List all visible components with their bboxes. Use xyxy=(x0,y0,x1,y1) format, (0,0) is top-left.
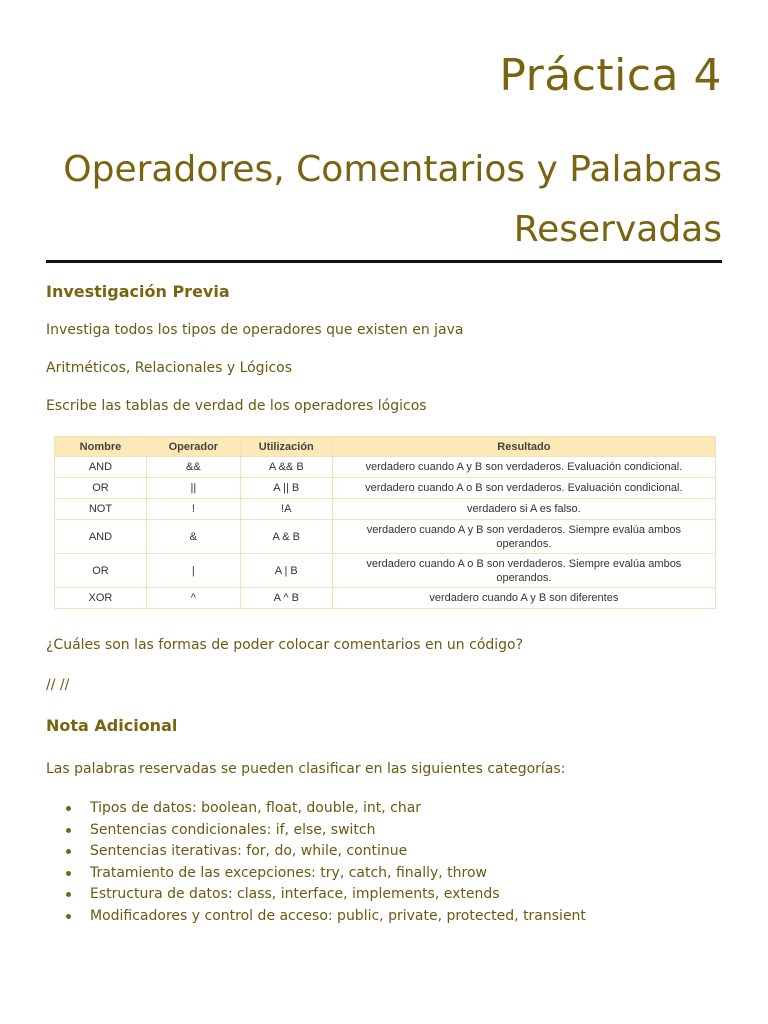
table-row xyxy=(55,499,716,520)
cell-utilizacion: A | B xyxy=(240,554,332,588)
reserved-words-list xyxy=(46,798,586,928)
paragraph-operator-types: Aritméticos, Relacionales y Lógicos xyxy=(46,360,293,376)
section-heading-nota: Nota Adicional xyxy=(46,716,178,735)
cell-resultado: verdadero cuando A o B son verdaderos. Siempre evalúa ambos operandos. xyxy=(332,554,715,588)
bullet-icon xyxy=(66,849,71,854)
list-item xyxy=(90,820,586,842)
cell-nombre: AND xyxy=(55,457,147,478)
table-row xyxy=(55,520,716,554)
cell-resultado: verdadero cuando A y B son diferentes xyxy=(332,588,715,609)
bullet-icon xyxy=(66,892,71,897)
paragraph-operators: Investiga todos los tipos de operadores que existen en java xyxy=(46,322,464,338)
bullet-icon xyxy=(66,914,71,919)
table-row xyxy=(55,478,716,499)
paragraph-truth-tables: Escribe las tablas de verdad de los operadores lógicos xyxy=(46,398,427,414)
list-item-text: Modificadores y control de acceso: public, private, protected, transient xyxy=(90,907,586,924)
cell-utilizacion: A && B xyxy=(240,457,332,478)
bullet-icon xyxy=(66,871,71,876)
cell-operador: && xyxy=(146,457,240,478)
cell-resultado: verdadero si A es falso. xyxy=(332,499,715,520)
cell-operador: ! xyxy=(146,499,240,520)
list-item-text: Tratamiento de las excepciones: try, catch, finally, throw xyxy=(90,864,488,881)
header-operador: Operador xyxy=(146,437,240,457)
cell-utilizacion: A || B xyxy=(240,478,332,499)
table-row xyxy=(55,588,716,609)
page-subtitle: Operadores, Comentarios y Palabras Reservadas xyxy=(63,149,722,250)
list-item xyxy=(90,863,586,885)
cell-nombre: NOT xyxy=(55,499,147,520)
list-item xyxy=(90,798,586,820)
list-item xyxy=(90,841,586,863)
cell-nombre: XOR xyxy=(55,588,147,609)
cell-operador: || xyxy=(146,478,240,499)
cell-nombre: AND xyxy=(55,520,147,554)
bullet-icon xyxy=(66,828,71,833)
table-header-row xyxy=(55,437,716,457)
cell-resultado: verdadero cuando A o B son verdaderos. Evaluación condicional. xyxy=(332,478,715,499)
header-resultado: Resultado xyxy=(332,437,715,457)
cell-nombre: OR xyxy=(55,554,147,588)
bullet-icon xyxy=(66,806,71,811)
title-divider xyxy=(46,260,722,263)
cell-resultado: verdadero cuando A y B son verdaderos. Evaluación condicional. xyxy=(332,457,715,478)
header-utilizacion: Utilización xyxy=(240,437,332,457)
list-item xyxy=(90,884,586,906)
cell-operador: & xyxy=(146,520,240,554)
list-item xyxy=(90,906,586,928)
operators-table xyxy=(54,436,716,609)
list-item-text: Tipos de datos: boolean, float, double, int, char xyxy=(90,800,422,816)
cell-resultado: verdadero cuando A y B son verdaderos. Siempre evalúa ambos operandos. xyxy=(332,520,715,554)
operators-table-wrapper xyxy=(54,436,716,609)
cell-operador: ^ xyxy=(146,588,240,609)
header-nombre: Nombre xyxy=(55,437,147,457)
cell-nombre: OR xyxy=(55,478,147,499)
table-row xyxy=(55,554,716,588)
list-item-text: Sentencias condicionales: if, else, switch xyxy=(90,821,376,838)
list-item-text: Sentencias iterativas: for, do, while, continue xyxy=(90,843,408,860)
paragraph-comments-answer: // // xyxy=(46,677,70,693)
cell-operador: | xyxy=(146,554,240,588)
paragraph-reserved-intro: Las palabras reservadas se pueden clasificar en las siguientes categorías: xyxy=(46,761,566,777)
page-title: Práctica 4 xyxy=(499,50,722,101)
section-heading-investigacion: Investigación Previa xyxy=(46,282,230,301)
list-item-text: Estructura de datos: class, interface, implements, extends xyxy=(90,886,500,903)
cell-utilizacion: A ^ B xyxy=(240,588,332,609)
cell-utilizacion: A & B xyxy=(240,520,332,554)
cell-utilizacion: !A xyxy=(240,499,332,520)
table-row xyxy=(55,457,716,478)
paragraph-comments-question: ¿Cuáles son las formas de poder colocar comentarios en un código? xyxy=(46,637,524,653)
